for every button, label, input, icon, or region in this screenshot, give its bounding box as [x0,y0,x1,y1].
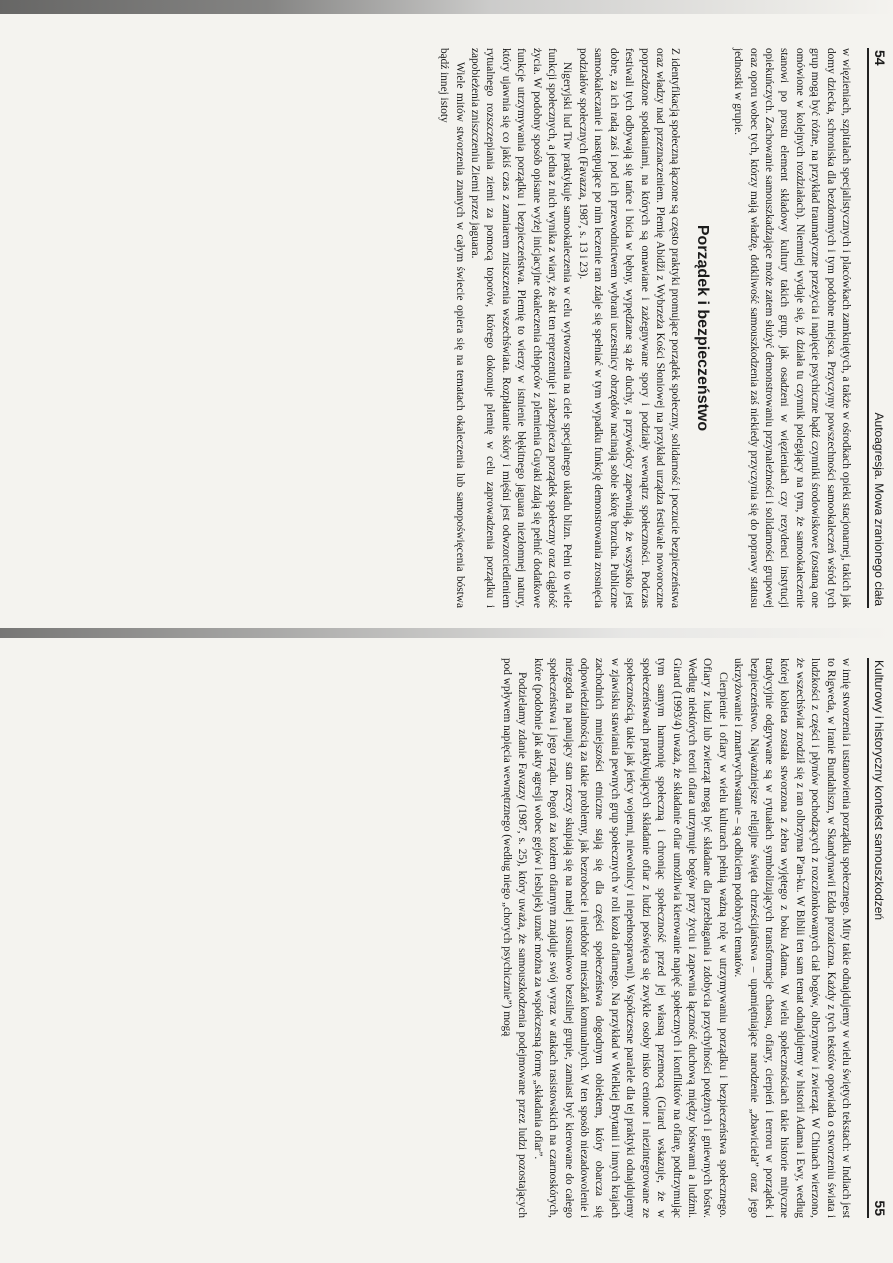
running-head [867,48,888,608]
page-54 [103,48,888,608]
paragraph: Podzielamy zdanie Favazzy (1987, s. 25), który uważa, że samouszkodzenia podejmowane przez ludzi pozostających pod wpływem napięcia wewnętrznego (według niego „chorych psychicznie”) mogą [501,658,529,1218]
page-number: 54 [872,50,888,66]
paragraph: w imię stworzenia i ustanowienia porządku społecznego. Mity takie odnajdujemy w wielu świętych tekstach: w Indiach jest to Rigweda, w Iranie Bundahiszn, w Skandynawii Edda prozaiczna. Każdy z tych tekstów opowiada o stworzeniu świata i ludzkości z części i płynów pochodzących z rozczłonkowanych ciał bogów, olbrzymów i zwierząt. W Chinach wierzono, że wszechświat zrodził się z ran olbrzyma P'an-ku. W Biblii ten sam temat odnajdujemy w historii Adama i Ewy, według której kobieta została stworzona z żebra wyjętego z boku Adama. W wielu społecznościach takie historie mityczne tradycyjnie odgrywane są w rytuałach symbolizujących transformacje chaosu, ofiary, cierpień i terroru w porządek i bezpieczeństwo. Najważniejsze religijne święta chrześcijaństwa – upamiętniające narodzenie „zbawiciela” oraz jego ukrzyżowanie i zmartwychwstanie – są odbiciem podobnych tematów. [732,658,852,1218]
paragraph: Wiele mitów stworzenia znanych w całym świecie opiera się na tematach okaleczenia lub samopoświęcenia bóstwa bądź innej istoty [438,48,466,608]
paragraph: Z identyfikacją społeczną łączone są często praktyki promujące porządek społeczny, solidarność i poczucie bezpieczeństwa oraz władzy nad przeznaczeniem. Plemię Abidži z Wybrzeża Kości Słoniowej na przykład urządza festiwale noworoczne poprzedzone spotkaniami, na których są omawiane i zażegnywane spory i podziały wewnątrz społeczności. Podczas festiwali tych odbywają się tańce i bicia w bębny, wypędzane są złe duchy, a przywódcy zapewniają, że wszystko jest dobre, za ich radą zaś i pod ich przewodnictwem wybrani uczestnicy obrzędów nacinają sobie skórę brzucha. Publiczne samookaleczanie i następujące po nim leczenie ran zdaje się spełniać w tym wypadku funkcję demonstrowania zrosnięcia podziałów społecznych (Favazza, 1987, s. 13 i 23). [576,48,682,608]
paragraph: Nigeryjski lud Tiw praktykuje samookaleczenia w celu wytworzenia na ciele specjalnego układu blizn. Pełni to wiele funkcji społecznych, a jedna z nich wynika z wiary, że akt ten reprezentuje i zabezpiecza porządek społeczny oraz ciągłość życia. W podobny sposób opisane wyżej inicjacyjne okaleczenia chłopców z plemienia Guyaki zdają się pełnić dodatkowe funkcje utrzymywania porządku i bezpieczeństwa. Plemię to wierzy w istnienie błękitnego jaguara niezłomnej natury, który ujawnia się co jakiś czas z zamiarem zniszczenia wszechświata. Rozpłatanie skóry i mięśni jest odwzorciedleniem rytualnego rozszczepiania ziemi za pomocą toporów, którego dokonuje plemię w celu zaprowadzenia porządku i zapobieżenia zniszczeniu Ziemi przez jaguara. [469,48,574,608]
body-text [436,48,867,608]
page-number: 55 [872,1200,888,1216]
running-head-title: Kulturowy i historyczny kontekst samouszkodzeń [872,660,886,921]
paragraph: Cierpienie i ofiary w wielu kulturach pełnią ważną rolę w utrzymywaniu porządku i bezpieczeństwa społecznego. Ofiary z ludzi lub zwierząt mogą być składane dla przebłagania i zdobycia przychylności potężnych i gniewnych bóstw. Według niektórych teorii ofiara utrzymuje bogów przy życiu i zapewnia łączność duchową między bóstwami a ludźmi. Girard (1993/4) uważa, że składanie ofiar umożliwia kierowanie napięć społecznych i konfliktów na ofiarę, podtrzymując tym samym harmonię społeczną i chroniąc społeczność przed jej własną przemocą (Girard wskazuje, że w społeczeństwach praktykujących składanie ofiar z ludzi poświęca się zwykle osoby nisko cenione i niezintegrowane ze społecznością, takie jak jeńcy wojenni, niewolnicy i niepełnosprawni). Współczesne paralele dla tej praktyki odnajdujemy w zjawisku stawiania pewnych grup społecznych w roli kozła ofiarnego. Na przykład w Wielkiej Brytanii i innych krajach zachodnich mniejszości etniczne stają się dla części społeczeństwa dogodnym obiektem, który obarcza się odpowiedzialnością za takie problemy, jak bezrobocie i niedobór mieszkań komunalnych. W ten sposób niezadowolenie i niezgoda na panujący stan rzeczy skupiają się na małej i stosunkowo bezsilnej grupie, zamiast być kierowane do całego społeczeństwa i jego rządu. Pogoń za kozłem ofiarnym znajduje swój wyraz w atakach rasistowskich na czarnoskórych, które (podobnie jak akty agresji wobec gejów i lesbijek) uznać można za współczesną formę „składania ofiar”. [531,658,729,1218]
body-text [499,658,867,1218]
running-head [867,658,888,1218]
running-head-title: Autoagresja. Mowa zranionego ciała [872,412,886,606]
paragraph: w więzieniach, szpitalach specjalistycznych i placówkach zamkniętych, a także w ośrodkach opieki stacjonarnej, takich jak domy dziecka, schroniska dla bezdomnych i tym podobne miejsca. Przyczyny powszechności samookaleczeń wśród tych grup mogą być różne, na przykład traumatyczne przeżycia i napięcie psychiczne bądź czynniki środowiskowe (zostaną one omówione w kolejnych rozdziałach). Niemniej wydaje się, iż działa tu czynnik polegający na tym, że samookaleczenie stanowi po prostu element składowy kultury takich grup, jak osadzeni w więzieniach czy rezydenci instytucji opiekuńczych. Zachowanie samouszkadzające może zatem służyć demonstrowaniu przynależności i solidarności grupowej oraz oporu wobec tych, którzy mają władzę, dotkliwość samouszkodzenia zaś niekiedy przyczynia się do poprawy statusu jednostki w grupie. [732,48,852,608]
section-title: Porządek i bezpieczeństwo [693,224,711,432]
page-55 [103,658,888,1218]
scan-edge-top [0,0,893,14]
scan-edge-middle [0,628,893,638]
